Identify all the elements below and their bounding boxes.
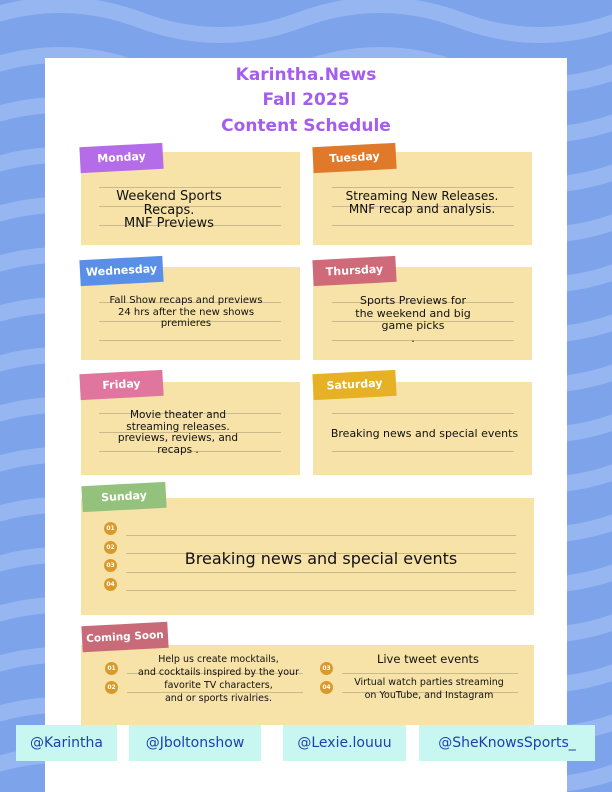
handle-jboltonshow[interactable]: @Jboltonshow (129, 725, 261, 761)
tuesday-rule (332, 225, 514, 226)
monday-rule (99, 187, 281, 188)
sunday-text: Breaking news and special events (184, 549, 458, 568)
handle-lexie-louuu[interactable]: @Lexie.louuu (283, 725, 406, 761)
site-name: Karintha.News (235, 65, 377, 85)
coming-soon-rule (342, 673, 518, 674)
sunday-number-badge: 01 (104, 522, 117, 535)
sunday-tag: Sunday (81, 482, 166, 512)
wednesday-text: Fall Show recaps and previews 24 hrs after the new shows premieres (109, 295, 263, 329)
schedule-title: Content Schedule (221, 116, 391, 136)
sunday-number-badge: 04 (104, 578, 117, 591)
sunday-rule (126, 535, 516, 536)
season-title: Fall 2025 (262, 90, 350, 110)
coming-soon-number-badge: 01 (105, 662, 118, 675)
coming-soon-tag: Coming Soon (81, 622, 168, 652)
sunday-rule (126, 572, 516, 573)
handle-sheknowssports[interactable]: @SheKnowsSports_ (419, 725, 595, 761)
wednesday-tag: Wednesday (79, 256, 163, 286)
coming-soon-number-badge: 04 (320, 681, 333, 694)
monday-text: Weekend Sports Recaps. MNF Previews (116, 189, 222, 231)
coming-soon-right-title: Live tweet events (376, 652, 480, 666)
coming-soon-right-text: Virtual watch parties streaming on YouTube, and Instagram (354, 677, 504, 701)
friday-text: Movie theater and streaming releases. previews, reviews, and recaps . (117, 409, 239, 456)
friday-tag: Friday (79, 370, 163, 400)
sunday-number-badge: 03 (104, 559, 117, 572)
saturday-text: Breaking news and special events (330, 427, 519, 440)
coming-soon-number-badge: 02 (105, 681, 118, 694)
tuesday-text: Streaming New Releases. MNF recap and analysis. (345, 189, 499, 216)
saturday-rule (332, 413, 514, 414)
wednesday-rule (99, 340, 281, 341)
coming-soon-number-badge: 03 (320, 662, 333, 675)
saturday-tag: Saturday (312, 370, 396, 400)
tuesday-rule (332, 187, 514, 188)
sunday-number-badge: 02 (104, 541, 117, 554)
sunday-rule (126, 590, 516, 591)
saturday-rule (332, 451, 514, 452)
coming-soon-left-text: Help us create mocktails, and cocktails inspired by the your favorite TV characters, and or sports rivalries. (138, 654, 299, 704)
thursday-tag: Thursday (312, 256, 396, 286)
thursday-text: Sports Previews for the weekend and big game picks . (355, 294, 471, 345)
handle-karintha[interactable]: @Karintha (16, 725, 117, 761)
tuesday-tag: Tuesday (312, 143, 396, 173)
monday-tag: Monday (79, 143, 163, 173)
